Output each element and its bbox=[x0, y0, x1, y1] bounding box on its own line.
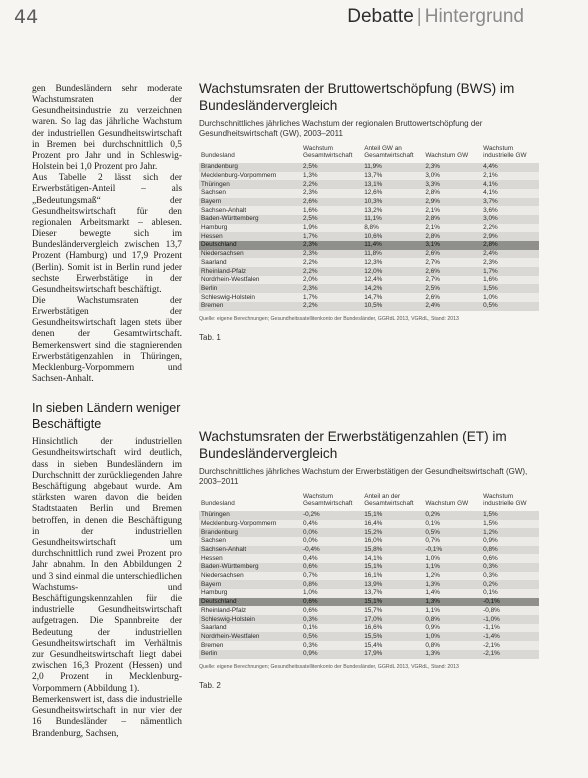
table-cell: 2,4% bbox=[423, 302, 481, 311]
row-label-cell: Brandenburg bbox=[199, 163, 301, 172]
row-label-cell: Nordrhein-Westfalen bbox=[199, 632, 301, 641]
table-cell: 3,3% bbox=[423, 180, 481, 189]
table-cell: 1,7% bbox=[481, 267, 539, 276]
table-cell: 15,1% bbox=[362, 511, 423, 520]
table-cell: 3,6% bbox=[481, 206, 539, 215]
table-cell: 2,1% bbox=[423, 224, 481, 233]
table-cell: 13,7% bbox=[362, 172, 423, 181]
body-paragraph: gen Bundesländern sehr moderate Wachstumsraten der Gesundheitsindustrie zu verzeichnen waren. So lag das jährliche Wachstum der industriellen Gesundheitswirtschaft in Bremen bei durchschnittlich 0,5 Prozent pro Jahr und in Schleswig-Holstein bei 1,0 Prozent pro Jahr. bbox=[32, 84, 182, 173]
column-header: Wachstum Gesamtwirtschaft bbox=[303, 493, 353, 508]
table-cell: 12,4% bbox=[362, 276, 423, 285]
table-cell: 1,9% bbox=[301, 224, 362, 233]
table-row bbox=[199, 224, 539, 233]
table-row bbox=[199, 172, 539, 181]
table-row bbox=[199, 624, 539, 633]
table-cell: 0,8% bbox=[301, 580, 362, 589]
table-cell: 0,8% bbox=[423, 641, 481, 650]
table-cell: 15,1% bbox=[362, 563, 423, 572]
table-cell: 1,0% bbox=[481, 293, 539, 302]
body-paragraph: Die Wachstumsraten der Erwerbstätigen der Gesundheitswirtschaft lagen stets über denen der Gesamtwirtschaft. Bemerkenswert sind die stagnierenden Erwerbstätigenzahlen in Thüringen, Mecklenburg-Vorpommern und Sachsen-Anhalt. bbox=[32, 295, 182, 385]
table-cell: 4,1% bbox=[481, 189, 539, 198]
table-cell: 1,3% bbox=[301, 172, 362, 181]
row-label-cell: Hessen bbox=[199, 554, 301, 563]
table-row bbox=[199, 250, 539, 259]
table-cell: 15,5% bbox=[362, 632, 423, 641]
table-2-subtitle: Durchschnittliches jährliches Wachstum der Erwerbstätigen der Gesundheitswirtschaft (GW), 2003–2011 bbox=[199, 467, 528, 486]
table-cell: 1,6% bbox=[301, 206, 362, 215]
table-cell: 0,6% bbox=[301, 563, 362, 572]
row-label-cell: Mecklenburg-Vorpommern bbox=[199, 172, 301, 181]
table-2-source: Quelle: eigene Berechnungen; Gesundheitssatellitenkonto der Bundesländer, GGRdL 2013, VGRdL, Stand: 2013 bbox=[199, 663, 459, 670]
table-cell: 15,7% bbox=[362, 606, 423, 615]
row-label-cell: Sachsen bbox=[199, 537, 301, 546]
table-row bbox=[199, 563, 539, 572]
table-cell: 15,4% bbox=[362, 641, 423, 650]
table-cell: 0,9% bbox=[423, 624, 481, 633]
table-cell: -1,4% bbox=[481, 632, 539, 641]
table-cell: -2,1% bbox=[481, 641, 539, 650]
table-cell: 2,9% bbox=[423, 198, 481, 207]
table-row bbox=[199, 241, 539, 250]
table-cell: 1,5% bbox=[481, 520, 539, 529]
table-cell: 0,5% bbox=[423, 528, 481, 537]
table-row bbox=[199, 546, 539, 555]
column-header: Wachstum GW bbox=[425, 152, 469, 160]
row-label-cell: Thüringen bbox=[199, 511, 301, 520]
table-cell: 2,3% bbox=[481, 258, 539, 267]
table-cell: -0,4% bbox=[301, 546, 362, 555]
table-cell: 2,6% bbox=[423, 267, 481, 276]
column-header: Wachstum Gesamtwirtschaft bbox=[303, 145, 353, 160]
table-row bbox=[199, 206, 539, 215]
row-label-cell: Deutschland bbox=[199, 598, 301, 607]
table-cell: 0,4% bbox=[301, 520, 362, 529]
table-cell: 0,8% bbox=[481, 546, 539, 555]
table-row bbox=[199, 520, 539, 529]
section-header bbox=[347, 6, 524, 28]
column-header: Anteil GW an Gesamtwirtschaft bbox=[364, 145, 414, 160]
table-cell: 0,8% bbox=[423, 615, 481, 624]
row-label-cell: Baden-Württemberg bbox=[199, 215, 301, 224]
table-2 bbox=[199, 493, 539, 659]
row-label-cell: Hamburg bbox=[199, 589, 301, 598]
table-row bbox=[199, 302, 539, 311]
table-cell: 2,3% bbox=[301, 284, 362, 293]
table-cell: 11,4% bbox=[362, 241, 423, 250]
table-cell: 2,6% bbox=[423, 293, 481, 302]
table-1-block bbox=[199, 80, 539, 342]
table-cell: 11,9% bbox=[362, 163, 423, 172]
table-cell: 13,9% bbox=[362, 580, 423, 589]
table-cell: 0,7% bbox=[423, 537, 481, 546]
table-cell: 1,0% bbox=[423, 632, 481, 641]
section-heading: In sieben Ländern weniger Beschäftigte bbox=[32, 401, 181, 432]
table-cell: 1,5% bbox=[481, 511, 539, 520]
table-cell: 0,5% bbox=[481, 302, 539, 311]
table-cell: 2,5% bbox=[301, 215, 362, 224]
table-cell: 2,2% bbox=[301, 267, 362, 276]
table-row bbox=[199, 580, 539, 589]
table-row bbox=[199, 606, 539, 615]
table-cell: 0,4% bbox=[301, 554, 362, 563]
table-cell: 2,4% bbox=[481, 250, 539, 259]
table-cell: 1,0% bbox=[423, 554, 481, 563]
table-cell: 2,6% bbox=[301, 198, 362, 207]
table-cell: 2,5% bbox=[423, 284, 481, 293]
table-cell: 16,0% bbox=[362, 537, 423, 546]
row-label-cell: Sachsen-Anhalt bbox=[199, 546, 301, 555]
row-label-cell: Thüringen bbox=[199, 180, 301, 189]
row-label-cell: Hessen bbox=[199, 232, 301, 241]
table-cell: 1,4% bbox=[423, 589, 481, 598]
row-label-cell: Rheinland-Pfalz bbox=[199, 267, 301, 276]
row-label-cell: Sachsen bbox=[199, 189, 301, 198]
table-cell: 1,6% bbox=[481, 276, 539, 285]
table-row bbox=[199, 598, 539, 607]
table-cell: 0,1% bbox=[301, 624, 362, 633]
table-header-row bbox=[199, 145, 539, 163]
column-header: Bundesland bbox=[201, 152, 235, 160]
section-subtitle: Hintergrund bbox=[424, 6, 524, 27]
table-cell: 1,7% bbox=[301, 232, 362, 241]
table-row bbox=[199, 650, 539, 659]
table-cell: 1,7% bbox=[301, 293, 362, 302]
table-cell: 0,7% bbox=[301, 572, 362, 581]
table-cell: 2,6% bbox=[423, 250, 481, 259]
table-cell: 0,3% bbox=[481, 563, 539, 572]
table-row bbox=[199, 589, 539, 598]
table-cell: -1,1% bbox=[481, 624, 539, 633]
table-cell: 1,3% bbox=[423, 650, 481, 659]
table-cell: 2,1% bbox=[423, 206, 481, 215]
table-cell: 4,1% bbox=[481, 180, 539, 189]
table-cell: -0,1% bbox=[481, 598, 539, 607]
row-label-cell: Schleswig-Holstein bbox=[199, 293, 301, 302]
table-cell: 1,2% bbox=[423, 572, 481, 581]
table-cell: 0,0% bbox=[301, 537, 362, 546]
table-cell: 2,7% bbox=[423, 258, 481, 267]
row-label-cell: Nordrhein-Westfalen bbox=[199, 276, 301, 285]
table-cell: 14,1% bbox=[362, 554, 423, 563]
table-cell: 15,2% bbox=[362, 528, 423, 537]
table-cell: 1,3% bbox=[423, 580, 481, 589]
table-cell: 11,1% bbox=[362, 215, 423, 224]
table-row bbox=[199, 258, 539, 267]
table-cell: 10,6% bbox=[362, 232, 423, 241]
row-label-cell: Saarland bbox=[199, 258, 301, 267]
table-cell: 2,3% bbox=[301, 250, 362, 259]
table-cell: 1,2% bbox=[481, 528, 539, 537]
table-1-source: Quelle: eigene Berechnungen; Gesundheitssatellitenkonto der Bundesländer, GGRdL 2013, VGRdL, Stand: 2013 bbox=[199, 315, 459, 322]
table-cell: 1,3% bbox=[423, 598, 481, 607]
body-paragraph: Aus Tabelle 2 lässt sich der Erwerbstätigen-Anteil – als „Bedeutungsmaß“ der Gesundheitswirtschaft für den regionalen Arbeitsmarkt – ablesen. Dieser bewegte sich im Bundesländervergleich zwischen 13,7 Prozent (Hamburg) und 17,9 Prozent (Berlin). Somit ist in Berlin rund jeder sechste Erwerbstätige in der Gesundheitswirtschaft beschäftigt. bbox=[32, 173, 182, 295]
table-row bbox=[199, 189, 539, 198]
table-2-block bbox=[199, 428, 539, 690]
table-cell: 15,8% bbox=[362, 546, 423, 555]
column-header: Anteil an der Gesamtwirtschaft bbox=[364, 493, 414, 508]
row-label-cell: Niedersachsen bbox=[199, 572, 301, 581]
table-cell: 13,2% bbox=[362, 206, 423, 215]
row-label-cell: Bayern bbox=[199, 580, 301, 589]
table-1 bbox=[199, 145, 539, 311]
table-cell: 12,0% bbox=[362, 267, 423, 276]
table-row bbox=[199, 198, 539, 207]
table-cell: 2,8% bbox=[423, 232, 481, 241]
table-cell: 1,1% bbox=[423, 606, 481, 615]
table-row bbox=[199, 615, 539, 624]
table-cell: -0,8% bbox=[481, 606, 539, 615]
table-cell: 0,6% bbox=[301, 606, 362, 615]
column-header: Wachstum GW bbox=[425, 500, 469, 508]
table-2-label: Tab. 2 bbox=[199, 680, 221, 690]
table-cell: 0,2% bbox=[481, 580, 539, 589]
table-cell: 0,6% bbox=[301, 598, 362, 607]
row-label-cell: Bremen bbox=[199, 302, 301, 311]
table-row bbox=[199, 163, 539, 172]
table-cell: 0,1% bbox=[481, 589, 539, 598]
table-cell: 10,5% bbox=[362, 302, 423, 311]
table-cell: 2,8% bbox=[423, 215, 481, 224]
row-label-cell: Mecklenburg-Vorpommern bbox=[199, 520, 301, 529]
table-cell: 2,2% bbox=[301, 302, 362, 311]
row-label-cell: Hamburg bbox=[199, 224, 301, 233]
table-cell: 3,0% bbox=[423, 172, 481, 181]
table-cell: 2,3% bbox=[301, 189, 362, 198]
table-cell: 2,9% bbox=[481, 232, 539, 241]
row-label-cell: Brandenburg bbox=[199, 528, 301, 537]
column-header: Wachstum industrielle GW bbox=[483, 493, 527, 508]
table-cell: 4,4% bbox=[481, 163, 539, 172]
table-cell: 0,5% bbox=[301, 632, 362, 641]
table-cell: 2,5% bbox=[301, 163, 362, 172]
row-label-cell: Rheinland-Pfalz bbox=[199, 606, 301, 615]
table-header-row bbox=[199, 493, 539, 511]
table-row bbox=[199, 215, 539, 224]
table-1-title: Wachstumsraten der Bruttowertschöpfung (BWS) im Bundesländervergleich bbox=[199, 81, 515, 113]
table-1-subtitle: Durchschnittliches jährliches Wachstum der regionalen Bruttowertschöpfung der Gesundheitswirtschaft (GW), 2003–2011 bbox=[199, 119, 483, 138]
article-body-column bbox=[32, 84, 182, 740]
table-cell: 0,3% bbox=[481, 572, 539, 581]
table-row bbox=[199, 554, 539, 563]
table-cell: 0,0% bbox=[301, 528, 362, 537]
table-2-title: Wachstumsraten der Erwerbstätigenzahlen (ET) im Bundesländervergleich bbox=[199, 429, 507, 461]
table-cell: 1,0% bbox=[301, 589, 362, 598]
body-paragraph: Bemerkenswert ist, dass die industrielle Gesundheitswirtschaft in nur vier der 16 Bundesländer – nämentlich Brandenburg, Sachsen, bbox=[32, 694, 182, 739]
table-cell: 2,2% bbox=[301, 258, 362, 267]
section-separator: | bbox=[416, 6, 422, 27]
table-cell: 16,4% bbox=[362, 520, 423, 529]
row-label-cell: Niedersachsen bbox=[199, 250, 301, 259]
table-cell: 0,3% bbox=[301, 615, 362, 624]
table-cell: 0,1% bbox=[423, 520, 481, 529]
table-cell: 0,6% bbox=[481, 554, 539, 563]
table-cell: 13,1% bbox=[362, 180, 423, 189]
table-cell: 1,1% bbox=[423, 563, 481, 572]
table-cell: 13,7% bbox=[362, 589, 423, 598]
table-cell: 17,0% bbox=[362, 615, 423, 624]
row-label-cell: Berlin bbox=[199, 284, 301, 293]
table-cell: 17,9% bbox=[362, 650, 423, 659]
table-row bbox=[199, 511, 539, 520]
row-label-cell: Sachsen-Anhalt bbox=[199, 206, 301, 215]
table-cell: 3,0% bbox=[481, 215, 539, 224]
table-cell: 2,8% bbox=[481, 241, 539, 250]
table-cell: 15,1% bbox=[362, 598, 423, 607]
row-label-cell: Bayern bbox=[199, 198, 301, 207]
table-1-label: Tab. 1 bbox=[199, 332, 221, 342]
row-label-cell: Bremen bbox=[199, 641, 301, 650]
table-row bbox=[199, 267, 539, 276]
column-header: Bundesland bbox=[201, 500, 235, 508]
row-label-cell: Schleswig-Holstein bbox=[199, 615, 301, 624]
table-cell: -1,0% bbox=[481, 615, 539, 624]
table-cell: 14,7% bbox=[362, 293, 423, 302]
table-cell: -0,2% bbox=[301, 511, 362, 520]
table-cell: 0,9% bbox=[301, 650, 362, 659]
row-label-cell: Berlin bbox=[199, 650, 301, 659]
table-cell: -0,1% bbox=[423, 546, 481, 555]
table-row bbox=[199, 537, 539, 546]
table-cell: 10,3% bbox=[362, 198, 423, 207]
page-number: 44 bbox=[14, 6, 39, 28]
table-cell: 3,7% bbox=[481, 198, 539, 207]
table-cell: 16,6% bbox=[362, 624, 423, 633]
table-cell: 0,9% bbox=[481, 537, 539, 546]
table-cell: 11,8% bbox=[362, 250, 423, 259]
table-cell: 2,1% bbox=[481, 172, 539, 181]
table-cell: 3,1% bbox=[423, 241, 481, 250]
table-cell: 2,8% bbox=[423, 189, 481, 198]
table-cell: 0,2% bbox=[423, 511, 481, 520]
table-cell: 8,8% bbox=[362, 224, 423, 233]
table-row bbox=[199, 641, 539, 650]
table-row bbox=[199, 572, 539, 581]
table-row bbox=[199, 276, 539, 285]
table-row bbox=[199, 632, 539, 641]
table-cell: 14,2% bbox=[362, 284, 423, 293]
table-cell: 2,2% bbox=[301, 180, 362, 189]
table-cell: 16,1% bbox=[362, 572, 423, 581]
column-header: Wachstum industrielle GW bbox=[483, 145, 527, 160]
table-cell: 2,7% bbox=[423, 276, 481, 285]
body-paragraph: Hinsichtlich der industriellen Gesundheitswirtschaft wird deutlich, dass in sieben Bundesländern im Durchschnitt der zurückliegenden Jahre Beschäftigung abgebaut wurde. Am stärksten waren davon die beiden Stadtstaaten Berlin und Bremen betroffen, in denen die Beschäftigung in der industriellen Gesundheitswirtschaft um durchschnittlich rund zwei Prozent pro Jahr abnahm. In den Abbildungen 2 und 3 sind einmal die unterschiedlichen Wachstums- und Beschäftigungskennzahlen für die industrielle Gesundheitswirtschaft aufgetragen. Die Spannbreite der Bedeutung der industriellen Gesundheitswirtschaft im Verhältnis zur Gesundheitswirtschaft liegt dabei zwischen 16,3 Prozent (Hessen) und 2,0 Prozent in Mecklenburg-Vorpommern (Abbildung 1). bbox=[32, 437, 182, 694]
table-cell: 2,3% bbox=[423, 163, 481, 172]
row-label-cell: Saarland bbox=[199, 624, 301, 633]
row-label-cell: Baden-Württemberg bbox=[199, 563, 301, 572]
table-row bbox=[199, 180, 539, 189]
table-cell: 12,6% bbox=[362, 189, 423, 198]
table-cell: -2,1% bbox=[481, 650, 539, 659]
table-cell: 2,0% bbox=[301, 276, 362, 285]
table-row bbox=[199, 528, 539, 537]
section-title: Debatte bbox=[347, 6, 414, 27]
table-cell: 1,5% bbox=[481, 284, 539, 293]
table-cell: 2,2% bbox=[481, 224, 539, 233]
row-label-cell: Deutschland bbox=[199, 241, 301, 250]
table-cell: 12,3% bbox=[362, 258, 423, 267]
table-row bbox=[199, 293, 539, 302]
table-row bbox=[199, 284, 539, 293]
table-cell: 2,3% bbox=[301, 241, 362, 250]
table-cell: 0,3% bbox=[301, 641, 362, 650]
table-row bbox=[199, 232, 539, 241]
